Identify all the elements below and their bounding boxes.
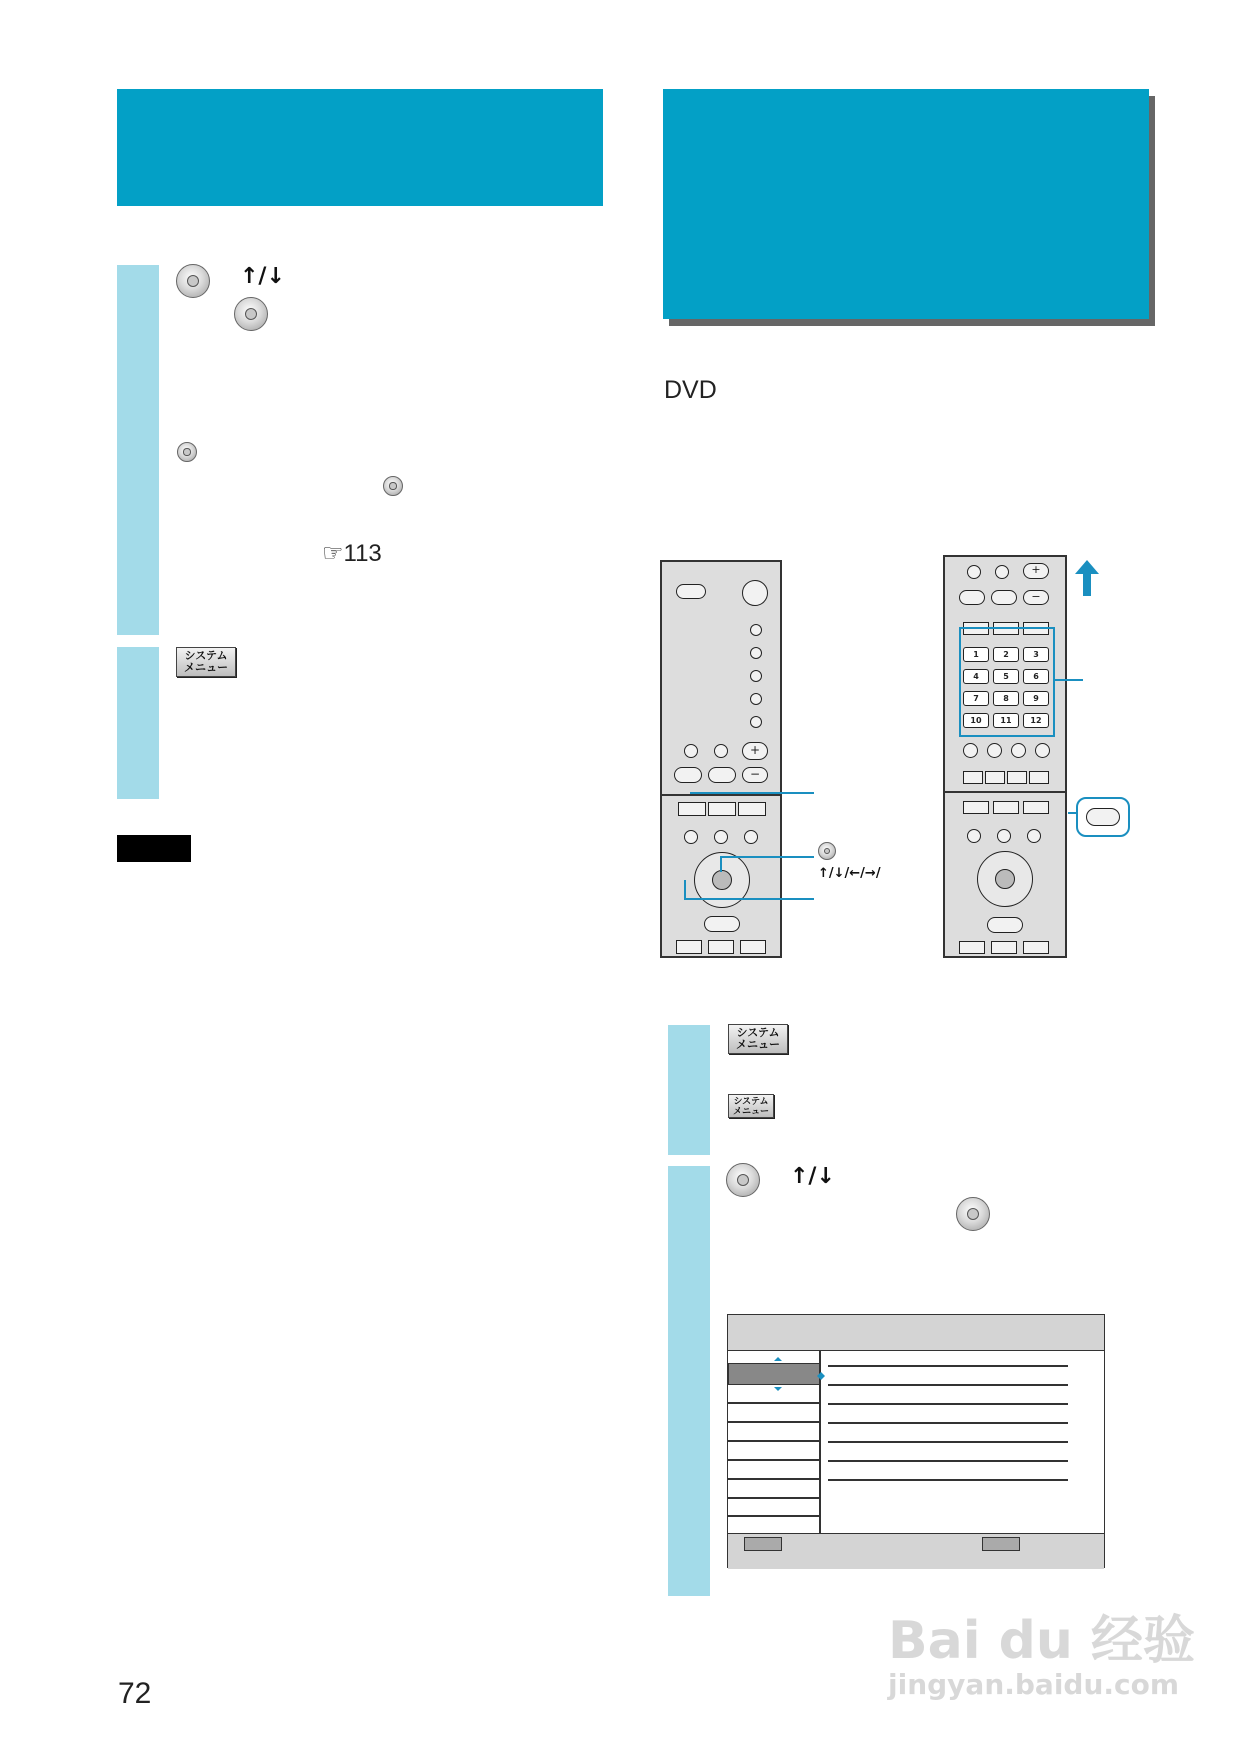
highlighted-button-callout — [1076, 797, 1130, 837]
system-menu-button-icon: システム メニュー — [728, 1024, 788, 1054]
remote-number-key: 5 — [993, 669, 1019, 684]
remote-button — [674, 767, 702, 783]
remote-button — [744, 830, 758, 844]
step-bar-1 — [117, 265, 159, 635]
remote-button-zoom — [1086, 808, 1120, 826]
remote-number-key: 12 — [1023, 713, 1049, 728]
menu-right-item-line — [828, 1422, 1068, 1424]
menu-left-item-line — [728, 1421, 819, 1423]
menu-title-bar — [728, 1315, 1104, 1351]
remote-volume-down: − — [742, 767, 768, 783]
menu-right-item-line — [828, 1460, 1068, 1462]
remote-button — [678, 802, 706, 816]
remote-button — [708, 940, 734, 954]
menu-left-item-line — [728, 1497, 819, 1499]
remote-eject-button — [676, 584, 706, 599]
remote-number-key: 10 — [963, 713, 989, 728]
remote-volume-down: − — [1023, 590, 1049, 605]
menu-footer-button — [982, 1537, 1020, 1551]
callout-line — [684, 898, 814, 900]
remote-button — [967, 565, 981, 579]
menu-screen-illustration — [727, 1314, 1105, 1568]
remote-button — [740, 940, 766, 954]
remote-button — [1023, 801, 1049, 814]
enter-button-icon — [177, 442, 197, 462]
remote-button — [963, 801, 989, 814]
menu-footer-bar — [728, 1533, 1104, 1569]
system-menu-button-icon: システム メニュー — [176, 647, 236, 677]
menu-scroll-arrows-icon — [764, 1355, 864, 1395]
remote-side-button — [750, 647, 762, 659]
remote-button — [1011, 743, 1026, 758]
note-tag — [117, 835, 191, 862]
baidu-watermark-url: jingyan.baidu.com — [888, 1668, 1180, 1701]
remote-enter-button — [712, 870, 732, 890]
remote-divider — [662, 794, 782, 796]
remote-button — [1027, 829, 1041, 843]
remote-number-key: 7 — [963, 691, 989, 706]
remote-number-key: 6 — [1023, 669, 1049, 684]
step-bar-2-right — [668, 1166, 710, 1596]
remote-jog-button — [704, 916, 740, 932]
enter-button-icon — [176, 264, 210, 298]
menu-right-item-line — [828, 1403, 1068, 1405]
remote-button — [684, 830, 698, 844]
remote-power-button — [742, 580, 768, 606]
enter-button-icon — [383, 476, 403, 496]
remote-enter-button — [995, 869, 1015, 889]
remote-number-key: 3 — [1023, 647, 1049, 662]
remote-button — [708, 802, 736, 816]
remote-button — [959, 590, 985, 605]
remote-side-button — [750, 624, 762, 636]
remote-number-key: 9 — [1023, 691, 1049, 706]
menu-right-item-line — [828, 1479, 1068, 1481]
remote-divider — [945, 791, 1067, 793]
baidu-watermark-logo: Bai du 经验 — [888, 1611, 1195, 1671]
menu-left-item-line — [728, 1478, 819, 1480]
page-reference: ☞113 — [322, 540, 382, 567]
enter-button-icon — [726, 1163, 760, 1197]
dvd-label: DVD — [664, 376, 717, 404]
remote-button — [1007, 771, 1027, 784]
remote-number-key: 11 — [993, 713, 1019, 728]
step-bar-2 — [117, 647, 159, 799]
remote-volume-up: + — [742, 742, 768, 760]
callout-line — [1068, 812, 1078, 814]
remote-button — [995, 565, 1009, 579]
remote-volume-up: + — [1023, 563, 1049, 579]
remote-side-button — [750, 716, 762, 728]
remote-number-key: 4 — [963, 669, 989, 684]
remote-button — [959, 941, 985, 954]
remote-button — [991, 941, 1017, 954]
step-bar-1-right — [668, 1025, 710, 1155]
enter-button-icon — [234, 297, 268, 331]
menu-right-item-line — [828, 1365, 1068, 1367]
remote-number-key: 1 — [963, 647, 989, 662]
section-header-band-right — [663, 89, 1149, 319]
remote-button — [993, 801, 1019, 814]
enter-button-icon — [956, 1197, 990, 1231]
menu-right-item-line — [828, 1384, 1068, 1386]
section-header-band — [117, 89, 603, 206]
arrow-up-icon — [1075, 560, 1099, 596]
remote-button — [1035, 743, 1050, 758]
remote-side-button — [750, 670, 762, 682]
remote-button — [963, 771, 983, 784]
remote-button — [967, 829, 981, 843]
callout-line — [720, 856, 722, 872]
remote-button — [987, 743, 1002, 758]
menu-right-item-line — [828, 1441, 1068, 1443]
remote-side-button — [750, 693, 762, 705]
callout-line — [684, 880, 686, 900]
remote-number-key: 2 — [993, 647, 1019, 662]
callout-line — [1053, 679, 1083, 681]
remote-button — [1023, 941, 1049, 954]
callout-line — [690, 792, 814, 794]
remote-button — [708, 767, 736, 783]
remote-button — [991, 590, 1017, 605]
menu-footer-button — [744, 1537, 782, 1551]
remote-button — [676, 940, 702, 954]
menu-left-item-line — [728, 1515, 819, 1517]
page-number: 72 — [118, 1677, 152, 1710]
remote-button — [985, 771, 1005, 784]
remote-illustration-right — [943, 555, 1067, 958]
up-down-arrows-label: ↑/↓ — [240, 264, 285, 289]
remote-button — [997, 829, 1011, 843]
up-down-arrows-label: ↑/↓ — [790, 1164, 835, 1189]
menu-left-item-line — [728, 1459, 819, 1461]
highlight-box — [959, 627, 1055, 737]
menu-left-item-line — [728, 1402, 819, 1404]
remote-button — [1029, 771, 1049, 784]
remote-button — [963, 743, 978, 758]
remote-number-key: 8 — [993, 691, 1019, 706]
remote-button — [714, 744, 728, 758]
callout-line — [720, 856, 814, 858]
nav-arrows-label: ↑/↓/←/→/ — [818, 866, 881, 881]
menu-left-item-line — [728, 1440, 819, 1442]
system-menu-button-icon: システム メニュー — [728, 1094, 774, 1118]
remote-button — [714, 830, 728, 844]
remote-button — [684, 744, 698, 758]
remote-button — [738, 802, 766, 816]
enter-button-icon — [818, 842, 836, 860]
remote-jog-button — [987, 917, 1023, 933]
